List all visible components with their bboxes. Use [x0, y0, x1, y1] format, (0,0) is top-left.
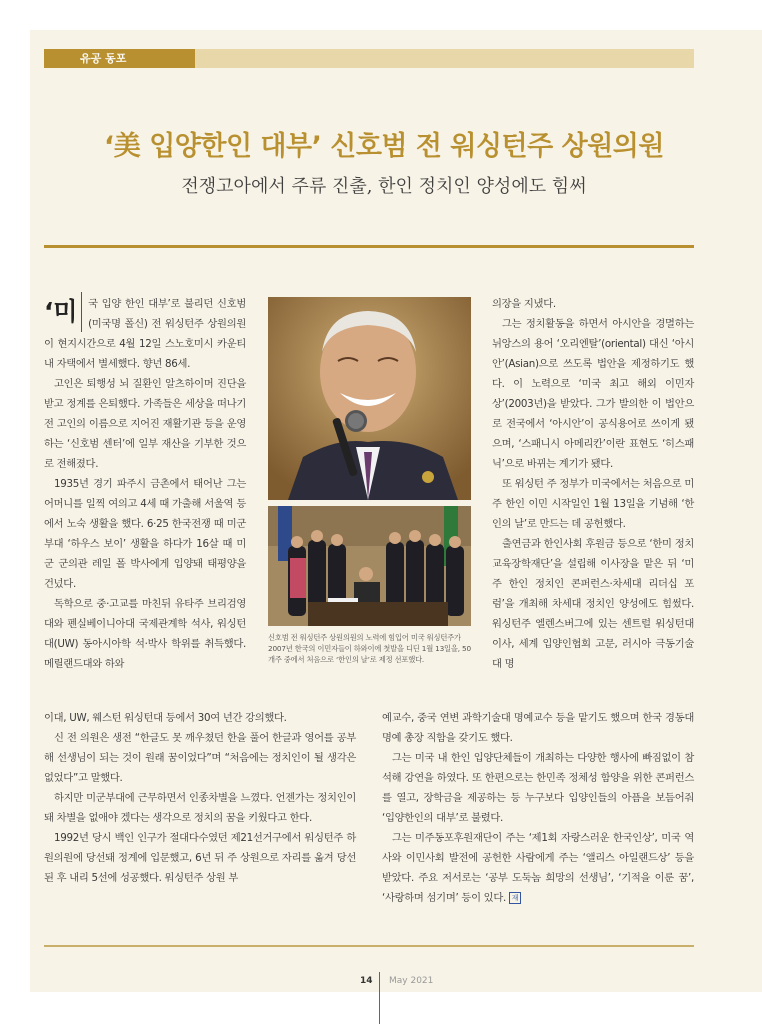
bottom-rule: [44, 945, 694, 947]
paragraph: 의장을 지냈다.: [492, 298, 556, 310]
paragraph: 또 워싱턴 주 정부가 미국에서는 처음으로 미주 한인 이민 시작일인 1월 13일을 기념해 ‘한인의 날’로 만드는 데 공헌했다.: [492, 478, 694, 530]
paragraph: 고인은 퇴행성 뇌 질환인 알츠하이머 진단을 받고 정계를 은퇴했다. 가족들은 세상을 떠나기 전 고인의 이름으로 지어진 재활기관 등을 운영하는 ‘신호범 센터’에 일부 재산을 기부한 것으로 전해졌다.: [44, 378, 246, 470]
drop-cap: ‘미: [44, 292, 82, 332]
page-number: 14: [360, 976, 373, 986]
paragraph: 하지만 미군부대에 근무하면서 인종차별을 느꼈다. 언젠가는 정치인이 돼 차별을 없애야 겠다는 생각으로 정치의 꿈을 키웠다고 한다.: [44, 792, 356, 824]
photo-caption: 신호범 전 워싱턴주 상원의원의 노력에 힘입어 미국 워싱턴주가 2007년 한국의 이민자들이 하와이에 첫발을 디딘 1월 13일을, 50개주 중에서 처음으로 ‘한인의 날’로 제정 선포했다.: [268, 633, 471, 664]
title-rule: [44, 245, 694, 248]
column-3: [492, 294, 694, 674]
paragraph: 그는 정치활동을 하면서 아시안을 경멸하는 뉘앙스의 용어 ‘오리엔탈’(oriental) 대신 ‘아시안’(Asian)으로 쓰도록 법안을 제정하기도 했다. 이 노력으로 ‘미국 최고 해외 이민자상’(2003년)을 받았다. 그가 발의한 이 법안으로 전국에서 ‘아시안’이 공식용어로 쓰이게 됐으며, ‘스패니시 아메리칸’이란 표현도 ‘히스패닉’으로 바뀌는 계기가 됐다.: [492, 318, 694, 470]
paragraph: [44, 294, 246, 374]
paragraph: 신 전 의원은 생전 “한글도 못 깨우쳤던 한을 풀어 한글과 영어를 공부해 선생님이 되는 것이 원래 꿈이었다”며 “처음에는 정치인이 될 생각은 없었다”고 말했다.: [44, 732, 356, 784]
paragraph: 독학으로 중·고교를 마친뒤 유타주 브리검영대와 펜실베이니아대 국제관계학 석사, 워싱턴대(UW) 동아시아학 석·박사 학위를 취득했다. 메릴랜드대와 하와: [44, 598, 246, 670]
article-title: ‘美 입양한인 대부’ 신호범 전 워싱턴주 상원의원: [104, 131, 664, 162]
column-1: [44, 294, 246, 674]
paragraph: [382, 828, 694, 908]
footer-divider: [379, 972, 380, 1024]
wide-block-2: [382, 708, 694, 908]
paragraph: 1935년 경기 파주시 금촌에서 태어난 그는 어머니를 일찍 여의고 4세 때 가출해 서울역 등에서 노숙 생활을 했다. 6·25 한국전쟁 때 미군 부대 ‘하우스 보이’ 생활을 하다가 16살 때 미군 군의관 레일 폴 박사에게 입양돼 태평양을 건넜다.: [44, 478, 246, 590]
portrait-photo: [268, 297, 471, 500]
issue-date: May 2021: [389, 976, 434, 986]
portrait-illustration: [268, 297, 471, 500]
paragraph: 출연금과 한인사회 후원금 등으로 ‘한미 정치교육장학재단’을 설립해 이사장을 맡은 뒤 ‘미주 한인 정치인 콘퍼런스·차세대 리더십 포럼’을 개최해 차세대 정치인 양성에도 힘썼다. 워싱턴주 엘렌스버그에 있는 센트럴 워싱턴대 이사, 세계 입양인협회 고문, 러시아 극동기술대 명: [492, 538, 694, 670]
paragraph: 이대, UW, 웨스턴 워싱턴대 등에서 30여 년간 강의했다.: [44, 712, 287, 724]
paragraph: 1992년 당시 백인 인구가 절대다수였던 제21선거구에서 워싱턴주 하원의원에 당선돼 정계에 입문했고, 6년 뒤 주 상원으로 자리를 옮겨 당선된 후 내리 5선에 성공했다. 워싱턴주 상원 부: [44, 832, 356, 884]
section-bar: [195, 49, 694, 68]
paragraph-text: 그는 미주동포후원재단이 주는 ‘제1회 자랑스러운 한국인상’, 미국 역사와 이민사회 발전에 공헌한 사람에게 주는 ‘앨리스 아일랜드상’ 등을 받았다. 주요 저서로는 ‘공부 도둑놈 희망의 선생님’, ‘기적을 이룬 꿈’, ‘사랑하며 섬기며’ 등이 있다.: [382, 832, 694, 904]
paragraph: 그는 미국 내 한인 입양단체들이 개최하는 다양한 행사에 빠짐없이 참석해 강연을 하였다. 또 한편으로는 한민족 정체성 함양을 위한 콘퍼런스를 열고, 장학금을 제공하는 등 누구보다 입양인들의 아픔을 보듬어줘 ‘입양한인의 대부’로 불렸다.: [382, 752, 694, 824]
article-subtitle: 전쟁고아에서 주류 진출, 한인 정치인 양성에도 힘써: [181, 176, 587, 197]
ceremony-illustration: [268, 506, 471, 626]
ceremony-photo: [268, 506, 471, 626]
end-mark-icon: 재: [509, 892, 521, 904]
paragraph: 예교수, 중국 연변 과학기술대 명예교수 등을 맡기도 했으며 한국 경동대 명예 총장 직함을 갖기도 했다.: [382, 712, 694, 744]
section-label: 유공 동포: [44, 49, 195, 68]
paragraph-text: 국 입양 한인 대부’로 불리던 신호범(미국명 폴신) 전 워싱턴주 상원의원이 현지시간으로 4월 12일 스노호미시 카운티 내 자택에서 별세했다. 향년 86세.: [44, 298, 246, 370]
wide-block-1: [44, 708, 356, 888]
